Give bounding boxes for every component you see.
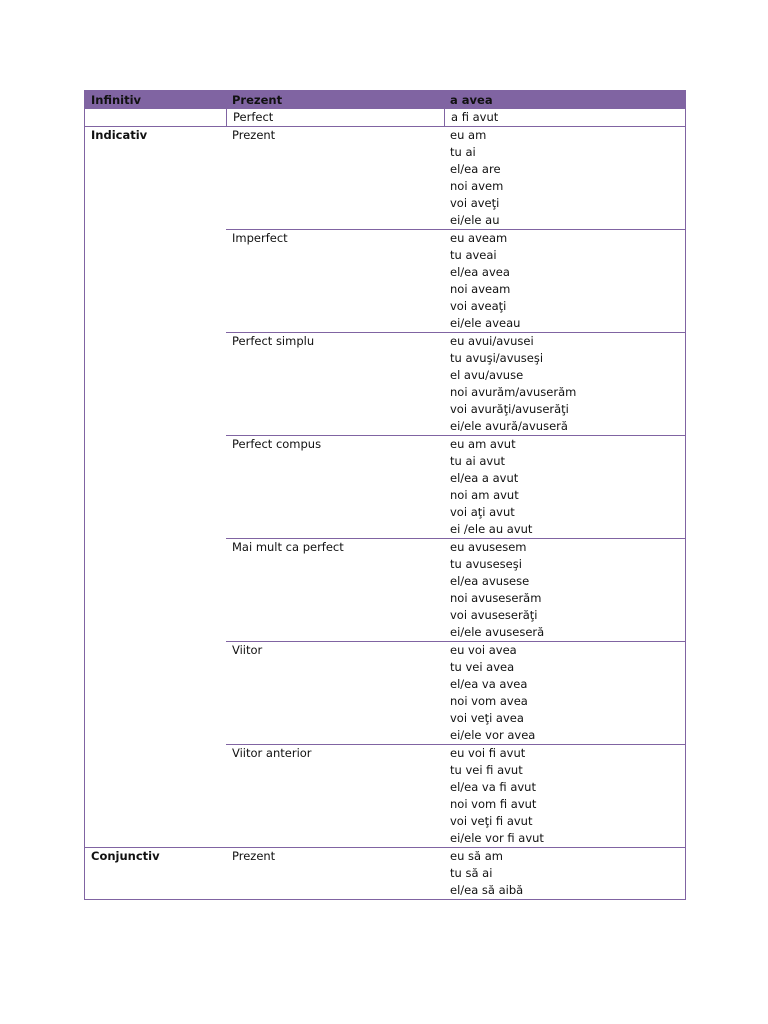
form-text: voi avurăţi/avuserăţi (450, 402, 569, 416)
form-text: el/ea avusese (450, 574, 530, 588)
tense-label: Prezent (232, 128, 276, 142)
form-text: tu aveai (450, 248, 497, 262)
forms-cell (444, 539, 685, 641)
tense-list (226, 127, 685, 847)
infinitiv-header-row (85, 91, 685, 109)
tense-row (226, 127, 685, 229)
forms-cell (444, 745, 685, 847)
form-text: ei/ele vor fi avut (450, 831, 544, 845)
mood-group (85, 126, 685, 847)
forms-cell (444, 127, 685, 229)
form-text: noi vom fi avut (450, 797, 537, 811)
form-text: ei/ele vor avea (450, 728, 536, 742)
tense-label: Viitor anterior (232, 746, 312, 760)
form-text: a avea (450, 93, 493, 107)
form-text: el/ea avea (450, 265, 510, 279)
mood-label: Indicativ (91, 128, 148, 142)
form-text: noi vom avea (450, 694, 528, 708)
tense-label: Perfect compus (232, 437, 322, 451)
tense-label: Prezent (232, 93, 283, 107)
form-text: el/ea să aibă (450, 883, 524, 897)
form-text: eu am avut (450, 437, 516, 451)
tense-label: Perfect (226, 109, 444, 126)
form-text: noi avuseserăm (450, 591, 542, 605)
form-text: ei/ele avuseseră (450, 625, 545, 639)
tense-row (226, 538, 685, 641)
mood-label: Conjunctiv (91, 849, 160, 863)
form-text: el avu/avuse (450, 368, 524, 382)
form-text: el/ea a avut (450, 471, 519, 485)
form-text: tu avuşi/avuseşi (450, 351, 544, 365)
form-text: voi aveţi (450, 196, 500, 210)
form-text: noi avem (450, 179, 504, 193)
form-text: noi avurăm/avuserăm (450, 385, 577, 399)
form-text: tu vei fi avut (450, 763, 523, 777)
tense-list (226, 848, 685, 899)
tense-label: Viitor (232, 643, 263, 657)
form-text: el/ea va avea (450, 677, 528, 691)
forms-cell (444, 333, 685, 435)
form-text: ei/ele avură/avuseră (450, 419, 568, 433)
form-text: eu să am (450, 849, 503, 863)
form-text: voi aveaţi (450, 299, 507, 313)
form-text: noi am avut (450, 488, 519, 502)
mood-label: Infinitiv (91, 93, 142, 107)
form-text: voi veţi fi avut (450, 814, 533, 828)
tense-label: Imperfect (232, 231, 288, 245)
form-text: tu ai avut (450, 454, 506, 468)
forms-cell (444, 436, 685, 538)
form-text: eu voi fi avut (450, 746, 526, 760)
empty-mood-cell (85, 109, 226, 126)
form-text: tu ai (450, 145, 476, 159)
form-text: el/ea are (450, 162, 501, 176)
forms-cell (444, 642, 685, 744)
tense-label: Mai mult ca perfect (232, 540, 344, 554)
conjugation-table (84, 90, 686, 900)
form-text: voi avuseserăţi (450, 608, 538, 622)
infinitiv-perfect-row (85, 109, 685, 126)
tense-row (226, 744, 685, 847)
tense-row (226, 332, 685, 435)
form-text: eu aveam (450, 231, 508, 245)
form-text: ei/ele aveau (450, 316, 521, 330)
mood-groups (85, 126, 685, 899)
form-text: eu am (450, 128, 487, 142)
tense-row (226, 848, 685, 899)
mood-group (85, 847, 685, 899)
form-text: a fi avut (444, 109, 685, 126)
form-text: eu avui/avusei (450, 334, 534, 348)
tense-row (226, 641, 685, 744)
forms-cell (444, 848, 685, 899)
form-text: eu voi avea (450, 643, 517, 657)
tense-label: Prezent (232, 849, 276, 863)
form-text: noi aveam (450, 282, 511, 296)
form-text: ei/ele au (450, 213, 500, 227)
tense-row (226, 435, 685, 538)
form-text: el/ea va fi avut (450, 780, 536, 794)
form-text: ei /ele au avut (450, 522, 533, 536)
forms-cell (444, 230, 685, 332)
form-text: voi veţi avea (450, 711, 524, 725)
form-text: tu să ai (450, 866, 493, 880)
tense-row (226, 229, 685, 332)
form-text: voi aţi avut (450, 505, 515, 519)
form-text: eu avusesem (450, 540, 527, 554)
form-text: tu vei avea (450, 660, 515, 674)
form-text: tu avuseseşi (450, 557, 522, 571)
tense-label: Perfect simplu (232, 334, 315, 348)
